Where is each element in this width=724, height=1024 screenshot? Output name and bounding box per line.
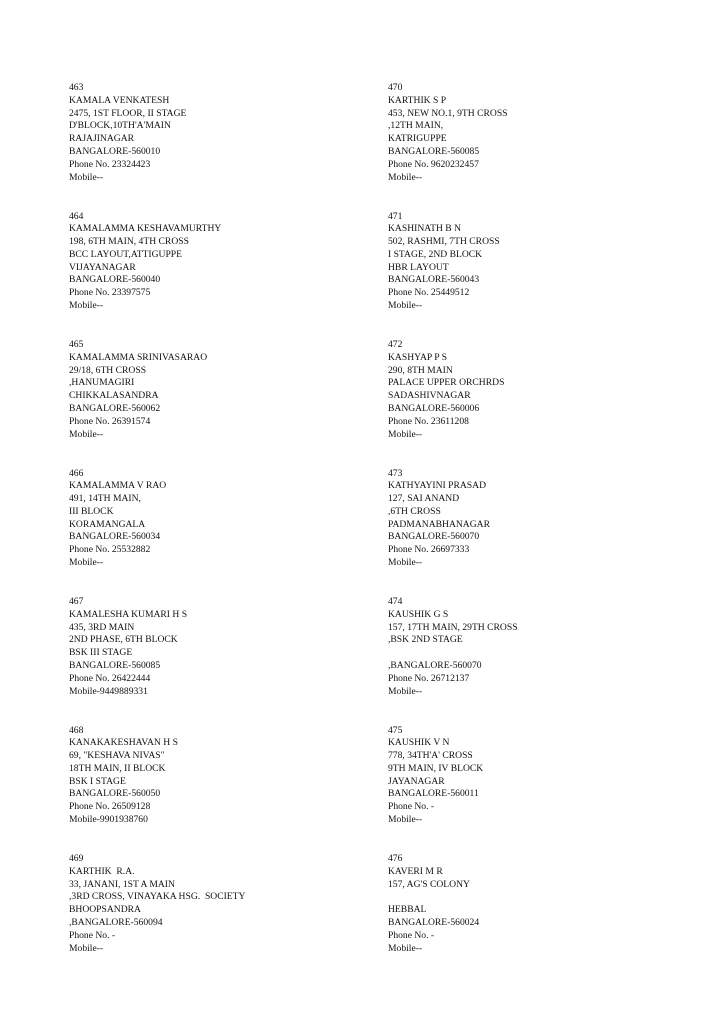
- address-line: [388, 647, 688, 660]
- entry-mobile: Mobile-9449889331: [69, 685, 148, 697]
- address-line: 778, 34TH'A' CROSS: [388, 750, 473, 762]
- address-line: ,12TH MAIN,: [388, 120, 444, 132]
- entry-number: 473: [388, 467, 403, 479]
- right-column: [388, 82, 688, 982]
- address-line: BANGALORE-560034: [69, 531, 161, 543]
- entry-mobile: Mobile--: [69, 557, 104, 569]
- directory-entry: [69, 596, 369, 725]
- address-line: BANGALORE-560085: [388, 145, 480, 157]
- entry-name: KAUSHIK G S: [388, 608, 449, 620]
- entry-mobile: Mobile-9901938760: [69, 814, 148, 826]
- entry-name: KAMALAMMA SRINIVASARAO: [69, 351, 208, 363]
- address-line: 33, JANANI, 1ST A MAIN: [69, 878, 175, 890]
- address-line: I STAGE, 2ND BLOCK: [388, 248, 483, 260]
- address-line: SADASHIVNAGAR: [388, 390, 471, 402]
- entry-number: 463: [69, 82, 84, 93]
- address-line: BHOOPSANDRA: [69, 904, 141, 916]
- address-line: HBR LAYOUT: [388, 261, 449, 273]
- address-line: BANGALORE-560024: [388, 916, 480, 928]
- entry-phone: Phone No. 26509128: [69, 801, 151, 813]
- address-line: 2ND PHASE, 6TH BLOCK: [69, 634, 178, 646]
- entry-number: 465: [69, 339, 84, 350]
- directory-entry: [69, 725, 369, 854]
- entry-number: 469: [69, 853, 84, 864]
- address-line: BANGALORE-560010: [69, 145, 161, 157]
- directory-entry: [388, 211, 688, 340]
- directory-entry: [69, 468, 369, 597]
- address-line: RAJAJINAGAR: [69, 133, 135, 145]
- entry-phone: Phone No. 25449512: [388, 287, 470, 299]
- address-line: 502, RASHMI, 7TH CROSS: [388, 236, 500, 248]
- entry-mobile: Mobile--: [388, 428, 423, 440]
- address-line: BSK III STAGE: [69, 647, 133, 659]
- address-line: BANGALORE-560043: [388, 274, 480, 286]
- address-line: D'BLOCK,10TH'A'MAIN: [69, 120, 171, 132]
- address-line: ,BSK 2ND STAGE: [388, 634, 463, 646]
- address-line: BANGALORE-560011: [388, 788, 479, 800]
- entry-number: 475: [388, 724, 403, 736]
- entry-number: 476: [388, 853, 403, 864]
- address-line: 157, 17TH MAIN, 29TH CROSS: [388, 621, 518, 633]
- address-line: 290, 8TH MAIN: [388, 364, 453, 376]
- entry-mobile: Mobile--: [69, 942, 104, 954]
- address-line: BANGALORE-560040: [69, 274, 161, 286]
- entry-phone: Phone No. 26712137: [388, 672, 470, 684]
- address-line: ,HANUMAGIRI: [69, 377, 135, 389]
- entry-name: KARTHIK S P: [388, 94, 447, 106]
- entry-number: 470: [388, 82, 403, 93]
- directory-entry: [388, 82, 688, 211]
- entry-phone: Phone No. -: [388, 929, 435, 941]
- address-line: ,BANGALORE-560094: [69, 916, 163, 928]
- address-line: 29/18, 6TH CROSS: [69, 364, 147, 376]
- address-line: 127, SAI ANAND: [388, 493, 460, 505]
- entry-mobile: Mobile--: [388, 685, 423, 697]
- address-line: KORAMANGALA: [69, 518, 146, 530]
- address-line: BANGALORE-560006: [388, 402, 480, 414]
- entry-phone: Phone No. 23324423: [69, 158, 151, 170]
- address-line: 9TH MAIN, IV BLOCK: [388, 762, 484, 774]
- entry-phone: Phone No. 25532882: [69, 544, 151, 556]
- entry-number: 466: [69, 467, 84, 479]
- entry-mobile: Mobile--: [388, 557, 423, 569]
- entry-name: KANAKAKESHAVAN H S: [69, 737, 178, 749]
- address-line: BANGALORE-560050: [69, 788, 161, 800]
- entry-mobile: Mobile--: [388, 171, 423, 183]
- entry-name: KAMALESHA KUMARI H S: [69, 608, 188, 620]
- entry-name: KARTHIK R.A.: [69, 865, 135, 877]
- address-line: KATRIGUPPE: [388, 133, 447, 145]
- entry-number: 471: [388, 210, 403, 222]
- entry-number: 467: [69, 596, 84, 607]
- entry-phone: Phone No. 23611208: [388, 415, 469, 427]
- entry-name: KASHYAP P S: [388, 351, 448, 363]
- address-line: PADMANABHANAGAR: [388, 518, 490, 530]
- entry-name: KAMALA VENKATESH: [69, 94, 170, 106]
- address-line: HEBBAL: [388, 904, 427, 916]
- entry-mobile: Mobile--: [388, 942, 423, 954]
- directory-entry: [388, 853, 688, 982]
- address-line: BANGALORE-560062: [69, 402, 161, 414]
- entry-name: KATHYAYINI PRASAD: [388, 480, 486, 492]
- address-line: BANGALORE-560070: [388, 531, 480, 543]
- directory-entry: [69, 82, 369, 211]
- entry-name: KAVERI M R: [388, 865, 443, 877]
- directory-entry: [388, 596, 688, 725]
- entry-mobile: Mobile--: [69, 300, 104, 312]
- directory-entry: [69, 853, 369, 982]
- entry-phone: Phone No. 23397575: [69, 287, 151, 299]
- entry-phone: Phone No. -: [388, 801, 435, 813]
- directory-entry: [388, 725, 688, 854]
- entry-number: 468: [69, 724, 84, 736]
- address-line: VIJAYANAGAR: [69, 261, 136, 273]
- entry-phone: Phone No. 9620232457: [388, 158, 479, 170]
- address-line: 435, 3RD MAIN: [69, 621, 135, 633]
- entry-name: KAUSHIK V N: [388, 737, 450, 749]
- directory-entry: [69, 339, 369, 468]
- address-line: BCC LAYOUT,ATTIGUPPE: [69, 248, 183, 260]
- entry-mobile: Mobile--: [69, 428, 104, 440]
- address-line: 198, 6TH MAIN, 4TH CROSS: [69, 236, 189, 248]
- address-line: 453, NEW NO.1, 9TH CROSS: [388, 107, 508, 119]
- address-line: 491, 14TH MAIN,: [69, 493, 141, 505]
- address-line: ,6TH CROSS: [388, 505, 441, 517]
- address-line: ,3RD CROSS, VINAYAKA HSG. SOCIETY: [69, 891, 246, 903]
- address-line: BANGALORE-560085: [69, 659, 161, 671]
- address-line: CHIKKALASANDRA: [69, 390, 159, 402]
- entry-name: KAMALAMMA V RAO: [69, 480, 167, 492]
- entry-name: KAMALAMMA KESHAVAMURTHY: [69, 223, 222, 235]
- address-line: 69, "KESHAVA NIVAS": [69, 750, 165, 762]
- left-column: [69, 82, 369, 982]
- address-line: JAYANAGAR: [388, 775, 445, 787]
- entry-phone: Phone No. -: [69, 929, 116, 941]
- address-line: BSK I STAGE: [69, 775, 126, 787]
- entry-mobile: Mobile--: [69, 171, 104, 183]
- address-line: ,BANGALORE-560070: [388, 659, 482, 671]
- address-line: 18TH MAIN, II BLOCK: [69, 762, 166, 774]
- entry-number: 472: [388, 339, 403, 350]
- entry-number: 464: [69, 210, 84, 222]
- entry-number: 474: [388, 596, 403, 607]
- entry-phone: Phone No. 26697333: [388, 544, 470, 556]
- address-line: III BLOCK: [69, 505, 114, 517]
- entry-mobile: Mobile--: [388, 300, 423, 312]
- directory-entry: [69, 211, 369, 340]
- address-line: 2475, 1ST FLOOR, II STAGE: [69, 107, 187, 119]
- entry-mobile: Mobile--: [388, 814, 423, 826]
- entry-phone: Phone No. 26391574: [69, 415, 151, 427]
- entry-phone: Phone No. 26422444: [69, 672, 151, 684]
- entry-name: KASHINATH B N: [388, 223, 462, 235]
- address-line: PALACE UPPER ORCHRDS: [388, 377, 505, 389]
- directory-entry: [388, 339, 688, 468]
- address-line: 157, AG'S COLONY: [388, 878, 470, 890]
- address-line: [388, 891, 688, 904]
- directory-entry: [388, 468, 688, 597]
